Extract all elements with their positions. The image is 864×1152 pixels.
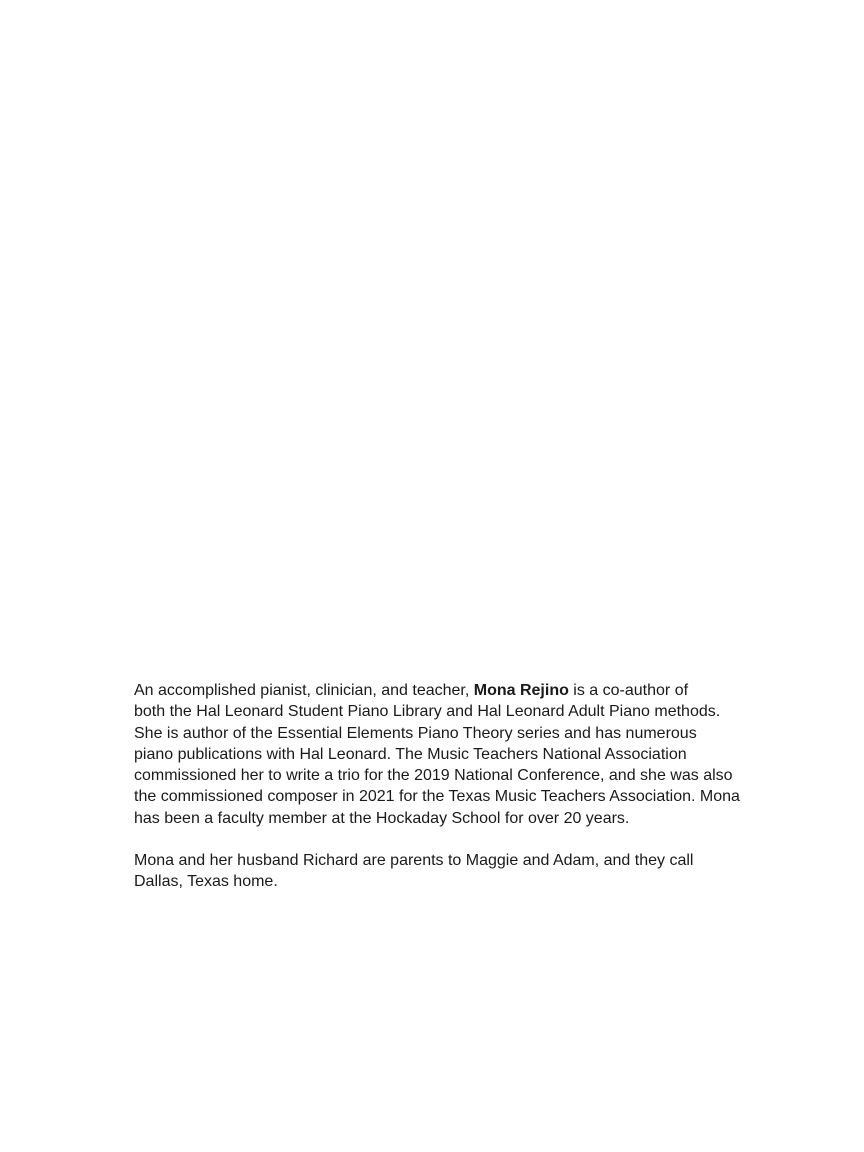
bio-line: commissioned her to write a trio for the 2019 National Conference, and she was also (134, 767, 733, 785)
paragraph-spacer (134, 829, 754, 850)
bio-line: the commissioned composer in 2021 for the Texas Music Teachers Association. Mona (134, 788, 740, 806)
bio-text: An accomplished pianist, clinician, and teacher, (134, 682, 474, 699)
bio-paragraph-1 (134, 680, 754, 829)
bio-line: Dallas, Texas home. (134, 873, 278, 891)
bio-line: piano publications with Hal Leonard. The Music Teachers National Association (134, 745, 687, 763)
author-bio (134, 680, 754, 893)
bio-line: has been a faculty member at the Hockaday School for over 20 years. (134, 809, 630, 827)
bio-line: She is author of the Essential Elements Piano Theory series and has numerous (134, 724, 697, 742)
bio-line: both the Hal Leonard Student Piano Library and Hal Leonard Adult Piano methods. (134, 703, 721, 721)
author-name: Mona Rejino (473, 682, 569, 699)
bio-paragraph-2 (134, 850, 754, 893)
bio-text: is a co-author of (568, 682, 689, 699)
bio-line (134, 680, 754, 701)
bio-line: Mona and her husband Richard are parents to Maggie and Adam, and they call (134, 852, 694, 870)
